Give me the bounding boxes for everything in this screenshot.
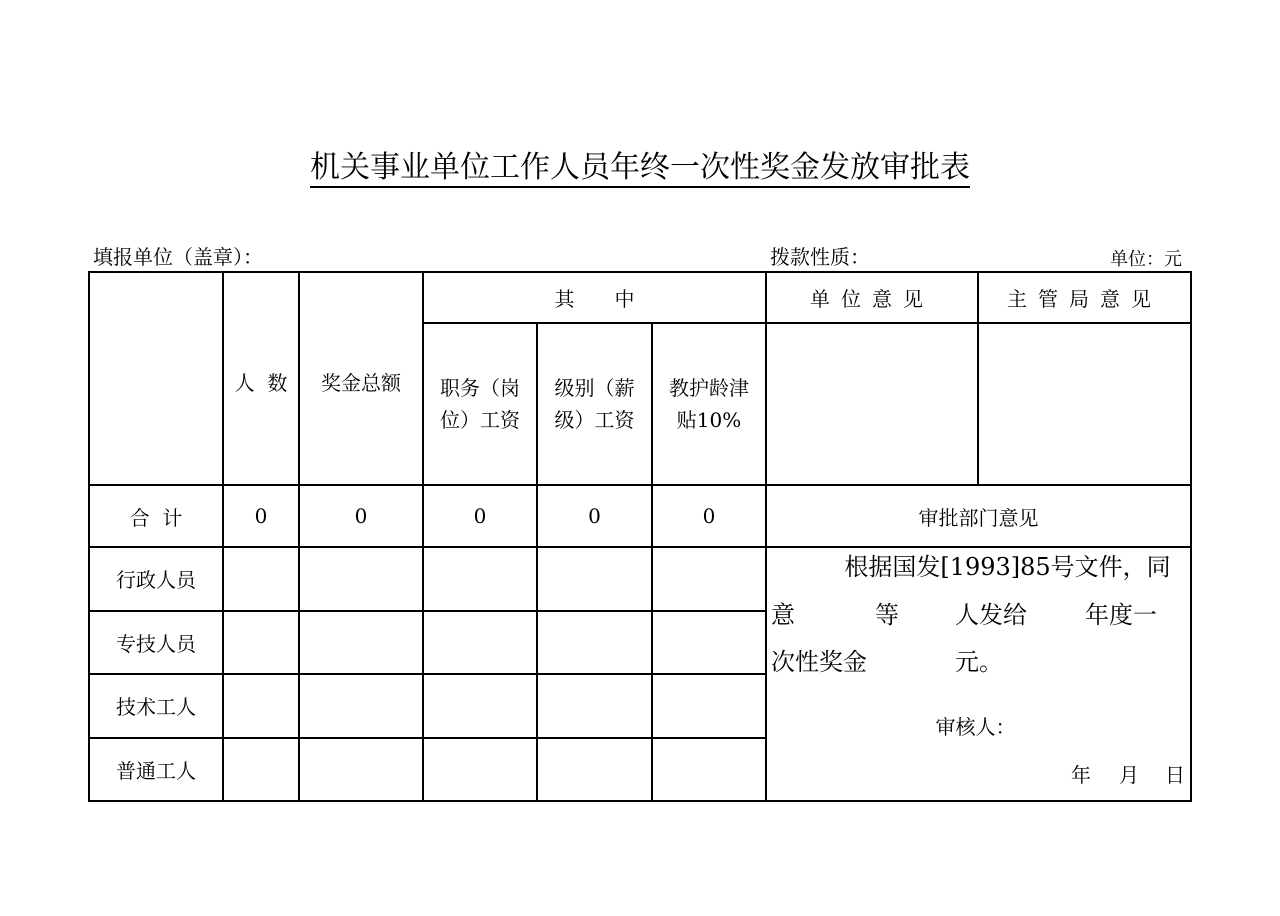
total-label-text: 合 计 [129, 505, 183, 530]
funding-nature-label: 拨款性质： [770, 245, 870, 269]
total-post-wage: 0 [423, 485, 537, 547]
header-unit-opinion [766, 272, 978, 323]
row-cell[interactable] [299, 547, 423, 611]
header-post-wage-line1: 职务（岗 [440, 376, 520, 400]
approval-line-3-a: 次性奖金 [771, 648, 867, 676]
date-month: 月 [1119, 763, 1139, 787]
row-cell[interactable] [299, 674, 423, 738]
row-cell[interactable] [537, 674, 652, 738]
reviewer-label: 审核人： [935, 715, 1016, 739]
header-teaching-allowance [652, 323, 766, 485]
row-cell[interactable] [537, 547, 652, 611]
row-cell[interactable] [423, 674, 537, 738]
approval-form-table [88, 271, 1192, 802]
total-grade-wage: 0 [537, 485, 652, 547]
unit-opinion-cell[interactable] [766, 323, 978, 485]
header-of-which [423, 272, 766, 323]
header-post-wage-line2: 位）工资 [440, 408, 520, 432]
total-bonus: 0 [299, 485, 423, 547]
authority-opinion-cell[interactable] [978, 323, 1191, 485]
fill-unit-label: 填报单位（盖章）： [93, 245, 263, 269]
header-teaching-allowance-line2: 贴10% [676, 408, 742, 432]
date-year: 年 [1071, 763, 1091, 787]
header-grade-wage-line1: 级别（薪 [554, 376, 635, 400]
row-label-general-worker: 普通工人 [89, 738, 223, 802]
total-people-count: 0 [223, 485, 299, 547]
row-cell[interactable] [299, 611, 423, 675]
approval-dept-header: 审批部门意见 [766, 485, 1191, 547]
header-blank-cell [89, 272, 223, 485]
header-bonus-total [299, 272, 423, 485]
approval-opinion-cell[interactable] [766, 547, 1191, 801]
row-cell[interactable] [537, 738, 652, 802]
header-grade-wage-line2: 级）工资 [554, 408, 635, 432]
row-label-admin: 行政人员 [89, 547, 223, 611]
approval-line-1: 根据国发[1993]85号文件，同 [844, 553, 1171, 581]
row-cell[interactable] [223, 738, 299, 802]
row-cell[interactable] [652, 611, 766, 675]
page-title [0, 148, 1280, 188]
row-cell[interactable] [537, 611, 652, 675]
approval-line-3-b: 元。 [955, 648, 1003, 676]
row-cell[interactable] [652, 674, 766, 738]
header-people-count-text: 人 数 [234, 371, 288, 395]
row-cell[interactable] [423, 738, 537, 802]
approval-line-2-a: 意 [771, 601, 795, 629]
date-day: 日 [1165, 763, 1185, 787]
row-label-skilled-worker: 技术工人 [89, 674, 223, 738]
row-cell[interactable] [223, 547, 299, 611]
row-cell[interactable] [223, 674, 299, 738]
header-authority-opinion-text: 主管局意见 [1007, 287, 1162, 311]
row-label-technical-staff: 专技人员 [89, 611, 223, 675]
row-cell[interactable] [423, 547, 537, 611]
total-teaching-allowance: 0 [652, 485, 766, 547]
total-label [89, 485, 223, 547]
approval-line-2-c: 人发给 [955, 601, 1027, 629]
header-teaching-allowance-line1: 教护龄津 [669, 376, 749, 400]
unit-label: 单位：元 [1110, 249, 1182, 270]
header-of-which-text: 其 中 [554, 287, 635, 311]
approval-line-2-b: 等 [875, 601, 899, 629]
header-people-count [223, 272, 299, 485]
approval-line-2-d: 年度一 [1085, 601, 1157, 629]
header-bonus-total-text: 奖金总额 [321, 371, 401, 395]
page-title-text: 机关事业单位工作人员年终一次性奖金发放审批表 [310, 150, 970, 188]
row-cell[interactable] [652, 547, 766, 611]
row-cell[interactable] [223, 611, 299, 675]
header-post-wage [423, 323, 537, 485]
header-authority-opinion [978, 272, 1191, 323]
row-cell[interactable] [299, 738, 423, 802]
row-cell[interactable] [652, 738, 766, 802]
header-unit-opinion-text: 单位意见 [810, 287, 934, 311]
header-grade-wage [537, 323, 652, 485]
row-cell[interactable] [423, 611, 537, 675]
